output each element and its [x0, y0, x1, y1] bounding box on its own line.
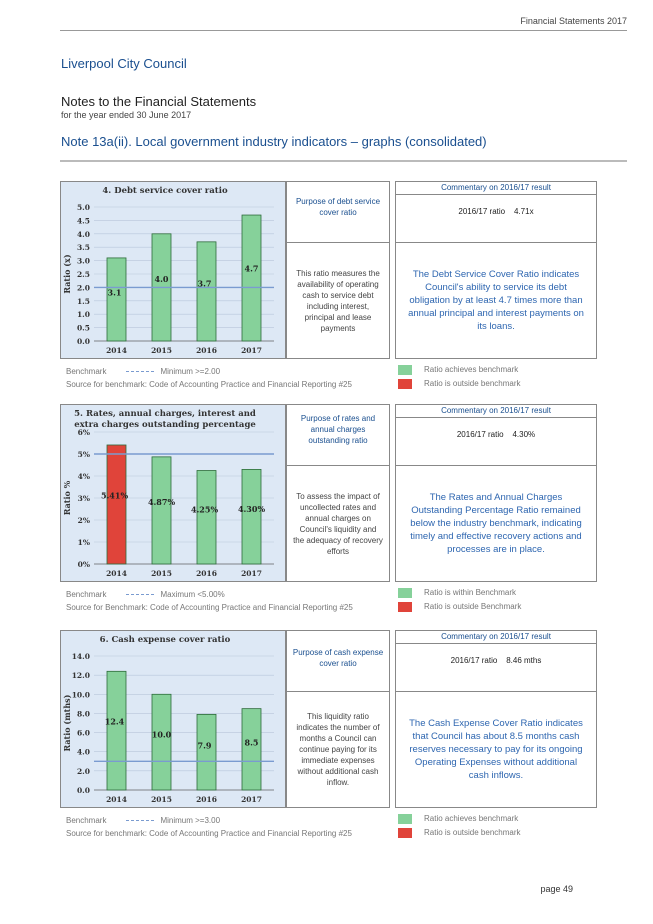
green-swatch-icon	[398, 365, 412, 375]
bar-value-label: 5.41%	[100, 490, 129, 501]
bar	[197, 714, 216, 790]
ratio-label: 2016/17 ratio	[458, 207, 506, 216]
x-tick-label: 2016	[196, 346, 217, 355]
ratio-value: 4.30%	[512, 430, 536, 439]
notes-subtitle: for the year ended 30 June 2017	[61, 110, 192, 120]
y-tick-label: 14.0	[71, 652, 90, 661]
purpose-text: This ratio measures the availability of operating cash to service debt including interest, principal and lease payments	[296, 268, 380, 333]
y-tick-label: 5.0	[76, 203, 90, 212]
purpose-title: Purpose of cash expense cover ratio	[292, 648, 384, 668]
y-tick-label: 6.0	[76, 728, 90, 738]
benchmark-line	[66, 590, 225, 599]
commentary-ratio-box	[395, 644, 597, 692]
bar	[242, 469, 261, 564]
purpose-description-box	[286, 243, 390, 359]
chart-title: 5. Rates, annual charges, interest and	[74, 409, 256, 419]
commentary-body: The Rates and Annual Charges Outstanding Percentage Ratio remained below the industry benchmark, indicating timely and effective recovery actions and processes are in place.	[410, 492, 582, 555]
note-heading: Note 13a(ii). Local government industry indicators – graphs (consolidated)	[61, 134, 487, 149]
bar	[197, 242, 216, 341]
bar	[104, 671, 126, 790]
benchmark-line	[66, 367, 220, 376]
x-tick-label: 2014	[106, 569, 127, 578]
green-swatch-icon	[398, 814, 412, 824]
benchmark-dash-icon	[126, 820, 154, 821]
y-tick-label: 3.5	[76, 243, 90, 253]
y-tick-label: 0.0	[76, 786, 90, 795]
y-axis-label: Ratio (x)	[62, 254, 72, 294]
y-tick-label: 3.0	[76, 256, 90, 266]
benchmark-label: Benchmark	[66, 367, 107, 376]
y-tick-label: 3%	[77, 494, 90, 503]
y-tick-label: 10.0	[71, 690, 90, 700]
chart-title: extra charges outstanding percentage	[74, 420, 256, 430]
note-divider	[60, 160, 627, 162]
y-tick-label: 4%	[77, 472, 90, 481]
red-swatch-icon	[398, 828, 412, 838]
y-axis-label: Ratio (mths)	[62, 694, 72, 752]
chart-svg-debt-service	[60, 181, 286, 359]
commentary-ratio-box	[395, 195, 597, 243]
bar	[197, 471, 216, 565]
y-tick-label: 2%	[77, 516, 90, 525]
purpose-title: Purpose of debt service cover ratio	[295, 197, 381, 217]
legend-green-label: Ratio achieves benchmark	[424, 814, 519, 824]
legend-green-label: Ratio is within Benchmark	[424, 588, 517, 598]
indicator-panel-rates-outstanding	[60, 404, 597, 620]
legend-red-label: Ratio is outside benchmark	[424, 379, 521, 389]
y-tick-label: 4.0	[76, 229, 90, 239]
bar-value-label: 10.0	[151, 729, 172, 740]
benchmark-line	[66, 816, 220, 825]
purpose-box	[286, 181, 390, 243]
purpose-box	[286, 630, 390, 692]
benchmark-value: Minimum >=2.00	[160, 367, 221, 376]
y-tick-label: 4.5	[76, 216, 90, 226]
legend-green	[398, 365, 518, 375]
benchmark-dash-icon	[126, 371, 154, 372]
bar-value-label: 4.30%	[237, 503, 266, 514]
x-tick-label: 2017	[241, 795, 262, 804]
y-tick-label: 2.5	[76, 270, 90, 279]
document-header-title: Financial Statements 2017	[520, 16, 627, 26]
legend-red	[398, 379, 521, 389]
benchmark-label: Benchmark	[66, 816, 107, 825]
x-tick-label: 2015	[151, 346, 172, 355]
ratio-label: 2016/17 ratio	[456, 430, 504, 439]
bar	[242, 709, 261, 790]
legend-green	[398, 814, 518, 824]
bar-value-label: 4.87%	[147, 497, 176, 508]
x-tick-label: 2014	[106, 795, 127, 804]
commentary-ratio-box	[395, 418, 597, 466]
benchmark-dash-icon	[126, 594, 154, 595]
bar-value-label: 4.0	[154, 274, 169, 285]
y-tick-label: 2.0	[76, 283, 90, 293]
ratio-label: 2016/17 ratio	[450, 656, 498, 665]
benchmark-source: Source for Benchmark: Code of Accounting Practice and Financial Reporting #25	[66, 603, 353, 612]
x-tick-label: 2016	[196, 795, 217, 804]
purpose-text: This liquidity ratio indicates the number of months a Council can continue paying for its immediate expenses without additional cash inflow.	[296, 712, 380, 787]
y-tick-label: 1.5	[76, 296, 90, 306]
bar	[107, 258, 126, 341]
chart-svg-rates-outstanding	[60, 404, 286, 582]
bar-value-label: 12.4	[104, 716, 125, 727]
commentary-title: Commentary on 2016/17 result	[395, 404, 597, 418]
bar-value-label: 8.5	[244, 737, 259, 748]
y-tick-label: 12.0	[71, 671, 90, 681]
bar	[152, 694, 171, 790]
legend-red	[398, 602, 521, 612]
x-tick-label: 2015	[151, 569, 172, 578]
y-tick-label: 5%	[77, 450, 90, 459]
benchmark-value: Minimum >=3.00	[160, 816, 221, 825]
y-tick-label: 2.0	[76, 766, 90, 776]
benchmark-source: Source for benchmark: Code of Accounting Practice and Financial Reporting #25	[66, 829, 352, 838]
y-tick-label: 4.0	[76, 747, 90, 757]
y-tick-label: 8.0	[76, 709, 90, 719]
chart-cash-expense	[60, 630, 286, 808]
x-tick-label: 2014	[106, 346, 127, 355]
benchmark-value: Maximum <5.00%	[160, 590, 225, 599]
y-tick-label: 1%	[77, 538, 90, 547]
bar-value-label: 4.25%	[190, 504, 219, 515]
purpose-description-box	[286, 692, 390, 808]
y-tick-label: 6%	[77, 428, 90, 437]
ratio-value: 8.46 mths	[506, 656, 542, 665]
ratio-value: 4.71x	[514, 207, 534, 216]
x-tick-label: 2016	[196, 569, 217, 578]
notes-title: Notes to the Financial Statements	[61, 94, 257, 109]
indicator-panel-cash-expense	[60, 630, 597, 846]
x-tick-label: 2015	[151, 795, 172, 804]
purpose-box	[286, 404, 390, 466]
bar	[242, 215, 261, 341]
y-tick-label: 0%	[77, 560, 90, 569]
commentary-body: The Cash Expense Cover Ratio indicates that Council has about 8.5 months cash reserves necessary to pay for its ongoing Operating Expenses without additional cash inflows.	[409, 718, 583, 781]
chart-rates-outstanding	[60, 404, 286, 582]
x-tick-label: 2017	[241, 346, 262, 355]
bar	[152, 457, 171, 564]
commentary-text	[395, 692, 597, 808]
chart-title: 4. Debt service cover ratio	[102, 186, 228, 196]
indicator-panel-debt-service	[60, 181, 597, 397]
commentary-text	[395, 243, 597, 359]
legend-red	[398, 828, 521, 838]
bar	[107, 445, 126, 564]
legend-red-label: Ratio is outside Benchmark	[424, 602, 522, 612]
bar-value-label: 3.1	[107, 287, 122, 298]
red-swatch-icon	[398, 602, 412, 612]
bar-value-label: 4.7	[244, 263, 259, 274]
commentary-title: Commentary on 2016/17 result	[395, 181, 597, 195]
header-divider	[60, 30, 627, 31]
benchmark-label: Benchmark	[66, 590, 107, 599]
chart-debt-service	[60, 181, 286, 359]
y-axis-label: Ratio %	[62, 480, 72, 516]
y-tick-label: 1.0	[76, 310, 90, 320]
y-tick-label: 0.5	[76, 323, 90, 333]
chart-title: 6. Cash expense cover ratio	[99, 635, 231, 645]
purpose-title: Purpose of rates and annual charges outstanding ratio	[300, 414, 376, 445]
red-swatch-icon	[398, 379, 412, 389]
council-name: Liverpool City Council	[61, 56, 187, 71]
page-number: page 49	[540, 884, 573, 894]
legend-green-label: Ratio achieves benchmark	[424, 365, 519, 375]
bar-value-label: 7.9	[197, 740, 212, 751]
x-tick-label: 2017	[241, 569, 262, 578]
commentary-title: Commentary on 2016/17 result	[395, 630, 597, 644]
chart-svg-cash-expense	[60, 630, 286, 808]
green-swatch-icon	[398, 588, 412, 598]
legend-red-label: Ratio is outside benchmark	[424, 828, 521, 838]
commentary-text	[395, 466, 597, 582]
benchmark-source: Source for benchmark: Code of Accounting Practice and Financial Reporting #25	[66, 380, 352, 389]
purpose-text: To assess the impact of uncollected rates and annual charges on Council's liquidity and the adequacy of recovery efforts	[293, 491, 383, 556]
purpose-description-box	[286, 466, 390, 582]
bar-value-label: 3.7	[197, 278, 212, 289]
legend-green	[398, 588, 516, 598]
commentary-body: The Debt Service Cover Ratio indicates Council's ability to service its debt obligation by at least 4.7 times more than annual principal and interest payments on its loans.	[408, 269, 584, 332]
y-tick-label: 0.0	[76, 337, 90, 346]
